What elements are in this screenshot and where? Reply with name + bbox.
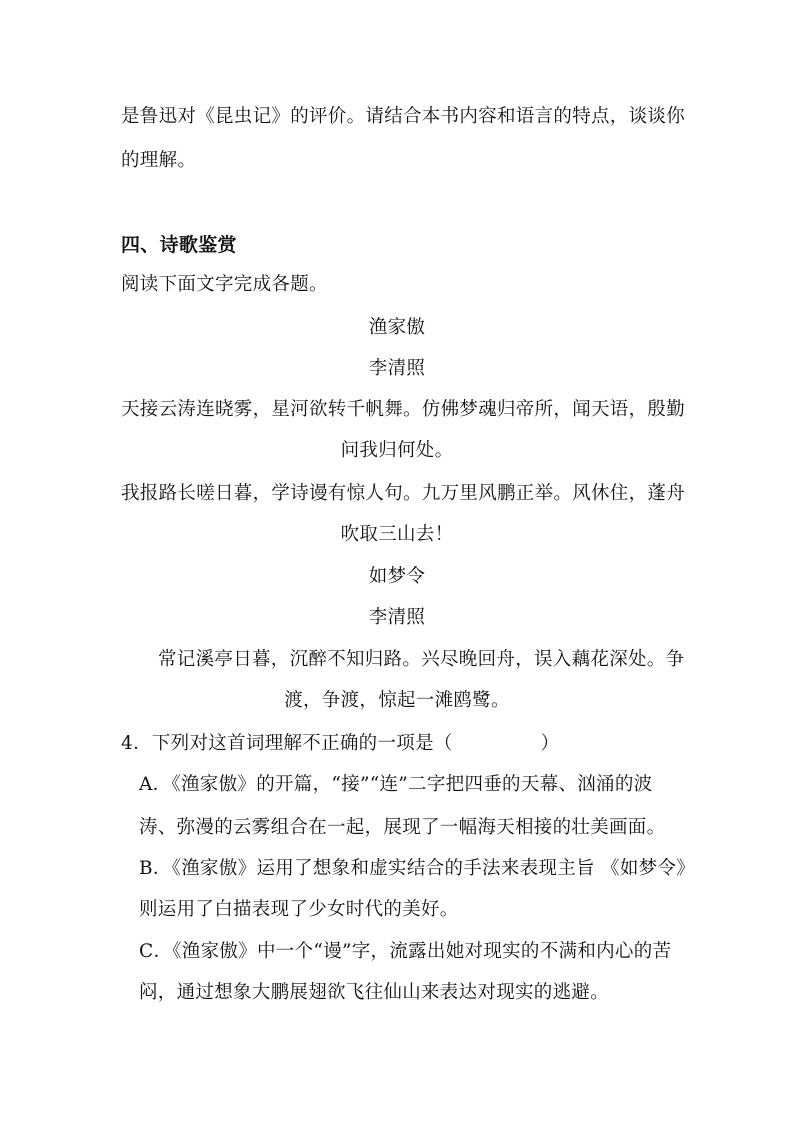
poem1-stanza1-line-2: 问我归何处。 [340, 440, 454, 461]
question-stem-close: ） [540, 733, 560, 754]
question-stem-text: 4．下列对这首词理解不正确的一项是（ [121, 733, 453, 754]
option-a-line-1: A．《渔家傲》的开篇，“接”“连”二字把四垂的天幕、汹涌的波 [139, 774, 653, 795]
poem1-stanza2-line-1: 我报路长嗟日暮，学诗谩有惊人句。九万里风鹏正举。风休住，蓬舟 [121, 483, 686, 504]
intro-paragraph-line-2: 的理解。 [121, 150, 197, 171]
intro-paragraph-line-1: 是鲁迅对《昆虫记》的评价。请结合本书内容和语言的特点，谈谈你 [121, 106, 686, 127]
option-c-line-2: 闷，通过想象大鹏展翅欲飞往仙山来表达对现实的逃避。 [139, 982, 610, 1003]
section-instruction: 阅读下面文字完成各题。 [121, 274, 328, 295]
section-heading: 四、诗歌鉴赏 [121, 234, 237, 256]
poem1-stanza2-line-2: 吹取三山去！ [340, 524, 454, 545]
option-c-line-1: C．《渔家傲》中一个“谩”字，流露出她对现实的不满和内心的苦 [139, 941, 672, 962]
poem1-title: 渔家傲 [368, 317, 426, 338]
question-stem [121, 731, 559, 757]
poem2-title: 如梦令 [368, 566, 426, 587]
poem2-line-1: 常记溪亭日暮，沉醉不知归路。兴尽晚回舟，误入藕花深处。争 [158, 649, 685, 670]
poem1-stanza1-line-1: 天接云涛连晓雾，星河欲转千帆舞。仿佛梦魂归帝所，闻天语，殷勤 [121, 399, 686, 420]
option-b-line-2: 则运用了白描表现了少女时代的美好。 [139, 899, 459, 920]
option-b-line-1: B．《渔家傲》运用了想象和虚实结合的手法来表现主旨 《如梦令》 [139, 858, 696, 879]
poem2-author: 李清照 [368, 607, 426, 628]
poem1-author: 李清照 [368, 358, 426, 379]
option-a-line-2: 涛、弥漫的云雾组合在一起，展现了一幅海天相接的壮美画面。 [139, 817, 666, 838]
poem2-line-2: 渡，争渡，惊起一滩鸥鹭。 [284, 690, 510, 711]
